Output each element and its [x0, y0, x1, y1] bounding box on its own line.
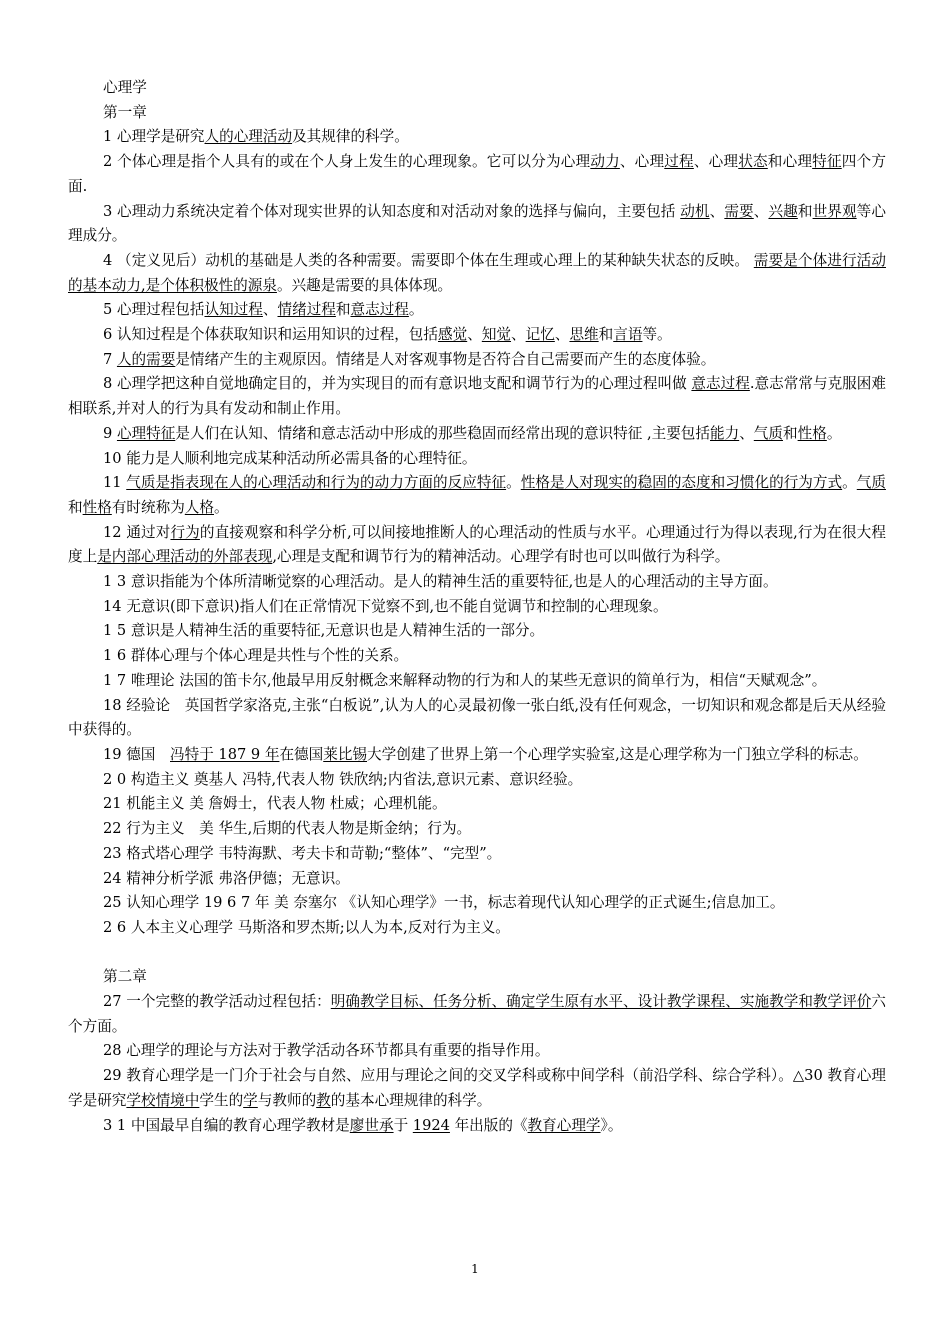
paragraph: [68, 521, 886, 570]
text-run: 19 德国: [103, 745, 170, 763]
text-run: 29 教育心理学是一门介于社会与自然、应用与理论之间的交叉学科或称中间学科（前沿学科、综合学科）。△30 教育心理学是研究: [68, 1067, 886, 1109]
underlined-text: 感觉: [438, 326, 468, 344]
text-run: 和: [783, 424, 798, 442]
paragraph: [68, 941, 886, 966]
text-run: .意志常常与克服困难相联系,并对人的行为具有发动和制止作用。: [68, 375, 886, 418]
text-run: 2 6 人本主义心理学 马斯洛和罗杰斯;以人为本,反对行为主义。: [103, 918, 510, 936]
text-run: 3 1 中国最早自编的教育心理学教材是: [103, 1116, 350, 1134]
underlined-text: 动机: [680, 202, 710, 220]
underlined-text: 1924: [412, 1116, 450, 1134]
paragraph: [68, 644, 886, 669]
underlined-text: 人格: [184, 498, 214, 516]
paragraph: [68, 891, 886, 916]
text-run: 2 个体心理是指个人具有的或在个人身上发生的心理现象。它可以分为心理: [103, 153, 591, 171]
text-run: 、心理: [693, 153, 739, 171]
paragraph: [68, 348, 886, 373]
paragraph: [68, 916, 886, 941]
paragraph: [68, 669, 886, 694]
text-run: 9: [103, 424, 117, 442]
text-run: 第二章: [103, 968, 147, 986]
text-run: 2 0 构造主义 奠基人 冯特,代表人物 铁欣纳;内省法,意识元素、意识经验。: [103, 770, 583, 788]
underlined-text: 动力: [590, 153, 620, 171]
paragraph: [68, 298, 886, 323]
underlined-text: 教: [316, 1091, 331, 1109]
paragraph: [68, 570, 886, 595]
paragraph: [68, 694, 886, 743]
text-run: 学生的: [199, 1091, 244, 1109]
paragraph: [68, 792, 886, 817]
text-run: 。: [408, 301, 424, 319]
text-run: 、: [467, 326, 482, 344]
paragraph: [68, 990, 886, 1039]
text-run: 3 心理动力系统决定着个体对现实世界的认知态度和对活动对象的选择与偏向，主要包括: [103, 202, 681, 220]
underlined-text: 廖世承: [349, 1116, 394, 1134]
underlined-text: 气质是指表现在人的心理活动和行为的动力方面的反应特征: [126, 474, 507, 492]
document-body: [68, 76, 886, 1138]
text-run: 。: [506, 474, 521, 492]
paragraph: [68, 619, 886, 644]
text-run: 等心理成分。: [68, 202, 886, 245]
paragraph: [68, 422, 886, 447]
text-run: 。: [842, 474, 857, 492]
text-run: 11: [103, 474, 127, 492]
text-run: 大学创建了世界上第一个心理学实验室,这是心理学称为一门独立学科的标志。: [367, 745, 868, 763]
underlined-text: 状态: [738, 153, 768, 171]
paragraph: [68, 200, 886, 249]
underlined-text: 明确教学目标、任务分析、确定学生原有水平、设计教学课程、实施教学和教学评价: [330, 993, 872, 1010]
text-run: 、: [262, 301, 278, 319]
text-run: 年出版的《: [449, 1116, 528, 1134]
text-run: 等。: [642, 326, 672, 344]
text-run: 8 心理学把这种自觉地确定目的，并为实现目的而有意识地支配和调节行为的心理过程叫做: [103, 375, 692, 393]
underlined-text: 莱比锡: [323, 745, 368, 763]
underlined-text: 认知过程: [204, 301, 263, 319]
underlined-text: 需要是个体进行活动的基本动力,是个体积极性的源泉: [68, 251, 886, 294]
text-run: 21 机能主义 美 詹姆士，代表人物 杜威；心理机能。: [103, 795, 447, 813]
text-run: 与教师的: [257, 1091, 317, 1109]
underlined-text: 记忆: [525, 326, 555, 344]
underlined-text: 世界观: [812, 202, 857, 220]
paragraph: [68, 595, 886, 620]
paragraph: [68, 471, 886, 520]
text-run: 1 5 意识是人精神生活的重要特征,无意识也是人精神生活的一部分。: [103, 622, 545, 640]
underlined-text: 性格: [797, 424, 827, 442]
text-run: 是情绪产生的主观原因。情绪是人对客观事物是否符合自己需要而产生的态度体验。: [175, 350, 716, 368]
paragraph: [68, 76, 886, 101]
text-run: 18 经验论 英国哲学家洛克,主张“白板说”,认为人的心灵最初像一张白纸,没有任何观念，一切知识和观念都是后天从经验中获得的。: [68, 696, 886, 739]
underlined-text: 思维: [569, 326, 599, 344]
text-run: 。: [826, 424, 842, 442]
text-run: 和: [598, 326, 614, 344]
underlined-text: 学: [243, 1091, 258, 1109]
text-run: 和: [335, 301, 351, 319]
text-run: 、心理: [619, 153, 665, 171]
text-run: 》。: [600, 1116, 623, 1134]
text-run: 5 心理过程包括: [103, 301, 205, 319]
text-run: 有时统称为: [111, 498, 185, 516]
underlined-text: 兴趣: [768, 202, 798, 220]
underlined-text: 学校情境中: [126, 1091, 200, 1109]
underlined-text: 是内部心理活动的外部表现: [97, 548, 273, 566]
paragraph: [68, 817, 886, 842]
underlined-text: 性格是人对现实的稳固的态度和习惯化的行为方式: [520, 474, 843, 492]
underlined-text: 教育心理学: [527, 1116, 601, 1134]
text-run: 、: [753, 202, 769, 220]
underlined-text: 意志过程: [350, 301, 409, 319]
paragraph: [68, 1114, 886, 1139]
text-run: 的直接观察和科学分析,可以间接地推断人的心理活动的性质与水平。心理通过行为得以表现,行为在很大程度上: [68, 523, 886, 566]
text-run: 的基本心理规律的科学。: [330, 1091, 492, 1109]
text-run: 、: [739, 424, 754, 442]
underlined-text: 冯特于 187 9 年: [170, 745, 280, 763]
paragraph: [68, 323, 886, 348]
underlined-text: 心理特征: [116, 424, 176, 442]
text-run: 22 行为主义 美 华生,后期的代表人物是斯金纳；行为。: [103, 820, 472, 838]
text-run: 14 无意识(即下意识)指人们在正常情况下觉察不到,也不能自觉调节和控制的心理现象。: [103, 597, 668, 615]
underlined-text: 情绪过程: [277, 301, 336, 319]
underlined-text: 气质: [856, 474, 886, 492]
text-run: 1 心理学是研究: [103, 128, 205, 146]
text-run: 及其规律的科学。: [292, 128, 409, 146]
paragraph: [68, 1064, 886, 1113]
text-run: 心理学: [103, 79, 147, 96]
text-run: 于: [393, 1116, 413, 1134]
paragraph: [68, 447, 886, 472]
text-run: 。: [214, 498, 229, 516]
text-run: 是人们在认知、情绪和意志活动中形成的那些稳固而经常出现的意识特征 ,主要包括: [175, 424, 710, 442]
underlined-text: 知觉: [481, 326, 512, 344]
underlined-text: 人的需要: [116, 350, 176, 368]
paragraph: [68, 1039, 886, 1064]
text-run: 4 （定义见后）动机的基础是人类的各种需要。需要即个体在生理或心理上的某种缺失状态的反映。: [103, 251, 754, 269]
paragraph: [68, 372, 886, 421]
underlined-text: 能力: [709, 424, 740, 442]
text-run: 6 认知过程是个体获取知识和运用知识的过程，包括: [103, 326, 438, 344]
text-run: 7: [103, 350, 117, 368]
text-run: 和心理: [767, 153, 813, 171]
underlined-text: 言语: [613, 326, 643, 344]
text-run: 10 能力是人顺利地完成某种活动所必需具备的心理特征。: [103, 449, 477, 467]
paragraph: [68, 125, 886, 150]
underlined-text: 行为: [170, 523, 200, 541]
page-number: 1: [471, 1262, 479, 1276]
paragraph: [68, 150, 886, 199]
underlined-text: 特征: [812, 153, 842, 171]
text-run: 四个方面.: [68, 153, 886, 195]
paragraph: [68, 768, 886, 793]
paragraph: [68, 965, 886, 990]
text-run: 1 3 意识指能为个体所清晰觉察的心理活动。是人的精神生活的重要特征,也是人的心理活动的主导方面。: [103, 573, 778, 591]
text-run: 在德国: [279, 745, 324, 763]
underlined-text: 气质: [753, 424, 783, 442]
paragraph: [68, 867, 886, 892]
paragraph: [68, 842, 886, 867]
underlined-text: 人的心理活动: [204, 128, 293, 146]
text-run: 25 认知心理学 19 6 7 年 美 奈塞尔 《认知心理学》一书，标志着现代认知心理学的正式诞生;信息加工。: [103, 894, 785, 912]
text-run: 28 心理学的理论与方法对于教学活动各环节都具有重要的指导作用。: [103, 1042, 550, 1060]
paragraph: [68, 743, 886, 768]
underlined-text: 性格: [82, 498, 112, 516]
text-run: 、: [554, 326, 570, 344]
underlined-text: 需要: [724, 202, 754, 220]
text-run: 、: [709, 202, 725, 220]
underlined-text: 过程: [664, 153, 694, 171]
text-run: 1 7 唯理论 法国的笛卡尔,他最早用反射概念来解释动物的行为和人的某些无意识的简单行为，相信“天赋观念”。: [103, 671, 827, 689]
text-run: 第一章: [103, 103, 147, 121]
text-run: 和: [68, 498, 83, 516]
paragraph: [68, 101, 886, 126]
text-run: 12 通过对: [103, 523, 171, 541]
paragraph: [68, 249, 886, 298]
text-run: 27 一个完整的教学活动过程包括：: [103, 993, 331, 1010]
text-run: 24 精神分析学派 弗洛伊德；无意识。: [103, 869, 350, 887]
text-run: ,心理是支配和调节行为的精神活动。心理学有时也可以叫做行为科学。: [272, 548, 730, 566]
underlined-text: 意志过程: [691, 375, 750, 393]
text-run: 。兴趣是需要的具体体现。: [276, 276, 453, 294]
text-run: 23 格式塔心理学 韦特海默、考夫卡和苛勒;“整体”、“完型”。: [103, 844, 502, 862]
text-run: 1 6 群体心理与个体心理是共性与个性的关系。: [103, 647, 409, 665]
text-run: 六个方面。: [68, 993, 886, 1035]
text-run: 、: [511, 326, 526, 344]
text-run: 和: [797, 202, 813, 220]
